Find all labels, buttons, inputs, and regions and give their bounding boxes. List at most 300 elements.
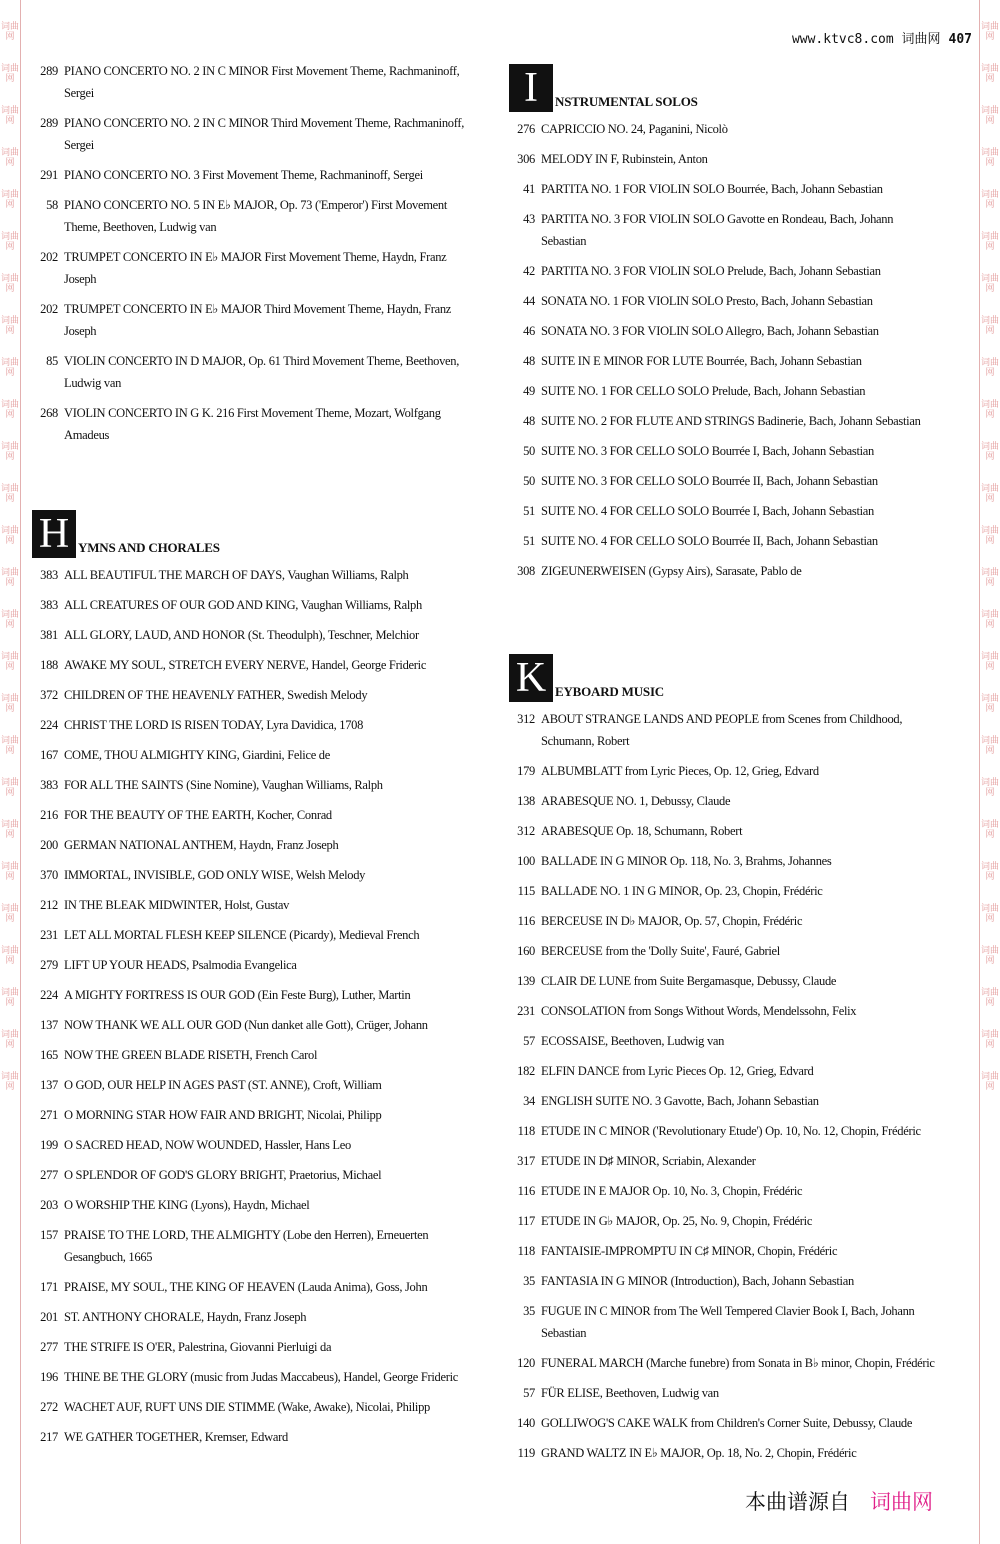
watermark-glyph: 词曲网 bbox=[980, 106, 999, 126]
entry-title: ECOSSAISE, Beethoven, Ludwig van bbox=[541, 1034, 725, 1048]
entry-title: PARTITA NO. 3 FOR VIOLIN SOLO Gavotte en Rondeau, Bach, Johann Sebastian bbox=[541, 212, 894, 248]
index-entry bbox=[505, 1300, 935, 1344]
entry-title: O WORSHIP THE KING (Lyons), Haydn, Michael bbox=[64, 1198, 310, 1212]
page-ref: 35 bbox=[523, 1304, 535, 1318]
page-ref: 279 bbox=[40, 958, 58, 972]
page-ref: 100 bbox=[517, 854, 535, 868]
index-entry bbox=[505, 350, 935, 372]
entry-title: O MORNING STAR HOW FAIR AND BRIGHT, Nicolai, Philipp bbox=[64, 1108, 382, 1122]
watermark-glyph: 词曲网 bbox=[0, 736, 19, 756]
entry-title: SONATA NO. 1 FOR VIOLIN SOLO Presto, Bach, Johann Sebastian bbox=[541, 294, 873, 308]
left-column bbox=[28, 60, 473, 1456]
page-ref: 48 bbox=[523, 414, 535, 428]
page-ref: 46 bbox=[523, 324, 535, 338]
page-ref: 383 bbox=[40, 598, 58, 612]
entry-title: FUGUE IN C MINOR from The Well Tempered Clavier Book I, Bach, Johann Sebastian bbox=[541, 1304, 915, 1340]
entry-title: FANTAISIE-IMPROMPTU IN C♯ MINOR, Chopin, Frédéric bbox=[541, 1244, 838, 1258]
index-entry bbox=[28, 624, 473, 646]
site-url: www.ktvc8.com 词曲网 bbox=[791, 32, 941, 47]
watermark-glyph: 词曲网 bbox=[980, 64, 999, 84]
entry-title: CHILDREN OF THE HEAVENLY FATHER, Swedish Melody bbox=[64, 688, 368, 702]
index-entry bbox=[28, 714, 473, 736]
entry-title: SUITE NO. 2 FOR FLUTE AND STRINGS Badinerie, Bach, Johann Sebastian bbox=[541, 414, 921, 428]
entry-title: SUITE NO. 4 FOR CELLO SOLO Bourrée II, Bach, Johann Sebastian bbox=[541, 534, 878, 548]
footer-source: 本曲谱源自 bbox=[745, 1490, 850, 1514]
entry-title: THE STRIFE IS O'ER, Palestrina, Giovanni Pierluigi da bbox=[64, 1340, 332, 1354]
entry-title: ETUDE IN D♯ MINOR, Scriabin, Alexander bbox=[541, 1154, 756, 1168]
entry-title: SONATA NO. 3 FOR VIOLIN SOLO Allegro, Bach, Johann Sebastian bbox=[541, 324, 879, 338]
watermark-glyph: 词曲网 bbox=[0, 694, 19, 714]
entry-title: NOW THE GREEN BLADE RISETH, French Carol bbox=[64, 1048, 318, 1062]
watermark-glyph: 词曲网 bbox=[0, 568, 19, 588]
page-ref: 138 bbox=[517, 794, 535, 808]
watermark-glyph: 词曲网 bbox=[980, 652, 999, 672]
watermark-glyph: 词曲网 bbox=[980, 904, 999, 924]
watermark-glyph: 词曲网 bbox=[0, 22, 19, 42]
index-entry bbox=[505, 1382, 935, 1404]
entry-title: CONSOLATION from Songs Without Words, Mendelssohn, Felix bbox=[541, 1004, 857, 1018]
index-entry bbox=[28, 924, 473, 946]
page-ref: 51 bbox=[523, 534, 535, 548]
index-entry bbox=[505, 1412, 935, 1434]
page-ref: 140 bbox=[517, 1416, 535, 1430]
index-entry bbox=[28, 954, 473, 976]
entry-title: PARTITA NO. 1 FOR VIOLIN SOLO Bourrée, Bach, Johann Sebastian bbox=[541, 182, 883, 196]
entry-title: ALL GLORY, LAUD, AND HONOR (St. Theodulph), Teschner, Melchior bbox=[64, 628, 419, 642]
watermark-glyph: 词曲网 bbox=[0, 946, 19, 966]
index-entry bbox=[505, 1120, 935, 1142]
index-entry bbox=[505, 708, 935, 752]
index-entry bbox=[505, 940, 935, 962]
entry-title: ELFIN DANCE from Lyric Pieces Op. 12, Grieg, Edvard bbox=[541, 1064, 814, 1078]
watermark-glyph: 词曲网 bbox=[980, 736, 999, 756]
index-entry bbox=[28, 1336, 473, 1358]
right-column bbox=[505, 64, 935, 1472]
entry-title: WACHET AUF, RUFT UNS DIE STIMME (Wake, Awake), Nicolai, Philipp bbox=[64, 1400, 431, 1414]
page-ref: 231 bbox=[517, 1004, 535, 1018]
watermark-glyph: 词曲网 bbox=[980, 442, 999, 462]
watermark-glyph: 词曲网 bbox=[0, 1072, 19, 1092]
entry-title: SUITE NO. 4 FOR CELLO SOLO Bourrée I, Bach, Johann Sebastian bbox=[541, 504, 874, 518]
left-margin-watermark bbox=[0, 0, 21, 1544]
entry-title: PIANO CONCERTO NO. 5 IN E♭ MAJOR, Op. 73 ('Emperor') First Movement Theme, Beethoven, Ludwig van bbox=[64, 198, 448, 234]
watermark-glyph: 词曲网 bbox=[0, 526, 19, 546]
index-entry bbox=[505, 470, 935, 492]
index-entry bbox=[28, 1164, 473, 1186]
entry-title: IN THE BLEAK MIDWINTER, Holst, Gustav bbox=[64, 898, 290, 912]
entry-title: BALLADE NO. 1 IN G MINOR, Op. 23, Chopin, Frédéric bbox=[541, 884, 823, 898]
index-entry bbox=[505, 850, 935, 872]
page-ref: 289 bbox=[40, 116, 58, 130]
page-ref: 224 bbox=[40, 988, 58, 1002]
watermark-glyph: 词曲网 bbox=[0, 778, 19, 798]
page-ref: 271 bbox=[40, 1108, 58, 1122]
page-ref: 383 bbox=[40, 778, 58, 792]
index-entry bbox=[505, 820, 935, 842]
section-title: YMNS AND CHORALES bbox=[78, 540, 220, 555]
index-entry bbox=[505, 148, 935, 170]
entry-title: ALBUMBLATT from Lyric Pieces, Op. 12, Grieg, Edvard bbox=[541, 764, 819, 778]
index-entry bbox=[28, 894, 473, 916]
entry-title: FÜR ELISE, Beethoven, Ludwig van bbox=[541, 1386, 719, 1400]
entry-title: O GOD, OUR HELP IN AGES PAST (ST. ANNE), Croft, William bbox=[64, 1078, 382, 1092]
entry-title: NOW THANK WE ALL OUR GOD (Nun danket alle Gott), Crüger, Johann bbox=[64, 1018, 428, 1032]
page-ref: 217 bbox=[40, 1430, 58, 1444]
entry-title: TRUMPET CONCERTO IN E♭ MAJOR First Movement Theme, Haydn, Franz Joseph bbox=[64, 250, 447, 286]
page-ref: 50 bbox=[523, 444, 535, 458]
page-ref: 383 bbox=[40, 568, 58, 582]
watermark-glyph: 词曲网 bbox=[980, 526, 999, 546]
index-entry bbox=[505, 560, 935, 582]
entry-title: COME, THOU ALMIGHTY KING, Giardini, Felice de bbox=[64, 748, 330, 762]
entry-title: BALLADE IN G MINOR Op. 118, No. 3, Brahms, Johannes bbox=[541, 854, 832, 868]
index-entry bbox=[505, 178, 935, 200]
page-ref: 58 bbox=[46, 198, 58, 212]
page-ref: 43 bbox=[523, 212, 535, 226]
entry-title: TRUMPET CONCERTO IN E♭ MAJOR Third Movement Theme, Haydn, Franz Joseph bbox=[64, 302, 452, 338]
watermark-glyph: 词曲网 bbox=[980, 820, 999, 840]
index-entry bbox=[505, 260, 935, 282]
page-ref: 276 bbox=[517, 122, 535, 136]
page-ref: 277 bbox=[40, 1340, 58, 1354]
page-ref: 200 bbox=[40, 838, 58, 852]
watermark-glyph: 词曲网 bbox=[0, 358, 19, 378]
section-header-instrumental bbox=[509, 64, 935, 112]
page-ref: 57 bbox=[523, 1386, 535, 1400]
watermark-glyph: 词曲网 bbox=[980, 358, 999, 378]
index-entry bbox=[28, 164, 473, 186]
index-entry bbox=[28, 864, 473, 886]
entry-title: SUITE NO. 1 FOR CELLO SOLO Prelude, Bach, Johann Sebastian bbox=[541, 384, 866, 398]
entry-title: ST. ANTHONY CHORALE, Haydn, Franz Joseph bbox=[64, 1310, 307, 1324]
entry-title: IMMORTAL, INVISIBLE, GOD ONLY WISE, Welsh Melody bbox=[64, 868, 366, 882]
page-ref: 203 bbox=[40, 1198, 58, 1212]
entry-title: LET ALL MORTAL FLESH KEEP SILENCE (Picardy), Medieval French bbox=[64, 928, 420, 942]
watermark-glyph: 词曲网 bbox=[980, 862, 999, 882]
entry-title: PIANO CONCERTO NO. 2 IN C MINOR First Movement Theme, Rachmaninoff, Sergei bbox=[64, 64, 460, 100]
index-entry bbox=[505, 1240, 935, 1262]
page-ref: 157 bbox=[40, 1228, 58, 1242]
index-entry bbox=[28, 1044, 473, 1066]
watermark-glyph: 词曲网 bbox=[980, 400, 999, 420]
index-entry bbox=[28, 834, 473, 856]
index-entry bbox=[28, 1104, 473, 1126]
watermark-glyph: 词曲网 bbox=[0, 652, 19, 672]
keyboard-list bbox=[505, 708, 935, 1464]
entry-title: CLAIR DE LUNE from Suite Bergamasque, Debussy, Claude bbox=[541, 974, 837, 988]
watermark-glyph: 词曲网 bbox=[980, 190, 999, 210]
entry-title: PARTITA NO. 3 FOR VIOLIN SOLO Prelude, Bach, Johann Sebastian bbox=[541, 264, 881, 278]
page-ref: 272 bbox=[40, 1400, 58, 1414]
index-entry bbox=[505, 880, 935, 902]
index-entry bbox=[28, 804, 473, 826]
page-ref: 188 bbox=[40, 658, 58, 672]
watermark-glyph: 词曲网 bbox=[980, 1072, 999, 1092]
index-entry bbox=[505, 1210, 935, 1232]
page-ref: 381 bbox=[40, 628, 58, 642]
index-entry bbox=[28, 564, 473, 586]
page-ref: 179 bbox=[517, 764, 535, 778]
index-entry bbox=[505, 440, 935, 462]
page-ref: 116 bbox=[517, 914, 535, 928]
watermark-glyph: 词曲网 bbox=[980, 484, 999, 504]
drop-cap-h: H bbox=[32, 510, 76, 558]
index-entry bbox=[505, 1000, 935, 1022]
watermark-glyph: 词曲网 bbox=[0, 820, 19, 840]
index-entry bbox=[28, 744, 473, 766]
footer-credit bbox=[745, 1486, 933, 1516]
index-entry bbox=[28, 654, 473, 676]
index-entry bbox=[28, 60, 473, 104]
index-entry bbox=[28, 1194, 473, 1216]
entry-title: VIOLIN CONCERTO IN D MAJOR, Op. 61 Third Movement Theme, Beethoven, Ludwig van bbox=[64, 354, 460, 390]
section-header-keyboard bbox=[509, 654, 935, 702]
index-entry bbox=[28, 350, 473, 394]
entry-title: GERMAN NATIONAL ANTHEM, Haydn, Franz Joseph bbox=[64, 838, 339, 852]
entry-title: ZIGEUNERWEISEN (Gypsy Airs), Sarasate, Pablo de bbox=[541, 564, 802, 578]
instrumental-list bbox=[505, 118, 935, 582]
page-ref: 57 bbox=[523, 1034, 535, 1048]
entry-title: BERCEUSE from the 'Dolly Suite', Fauré, Gabriel bbox=[541, 944, 780, 958]
watermark-glyph: 词曲网 bbox=[980, 316, 999, 336]
entry-title: FOR ALL THE SAINTS (Sine Nomine), Vaughan Williams, Ralph bbox=[64, 778, 383, 792]
page-ref: 306 bbox=[517, 152, 535, 166]
page-ref: 42 bbox=[523, 264, 535, 278]
page-ref: 35 bbox=[523, 1274, 535, 1288]
watermark-glyph: 词曲网 bbox=[0, 148, 19, 168]
entry-title: O SPLENDOR OF GOD'S GLORY BRIGHT, Praetorius, Michael bbox=[64, 1168, 382, 1182]
watermark-glyph: 词曲网 bbox=[980, 22, 999, 42]
footer-site: 词曲网 bbox=[870, 1490, 933, 1514]
index-entry bbox=[505, 760, 935, 782]
index-entry bbox=[505, 208, 935, 252]
entry-title: THINE BE THE GLORY (music from Judas Maccabeus), Handel, George Frideric bbox=[64, 1370, 459, 1384]
watermark-glyph: 词曲网 bbox=[0, 862, 19, 882]
concerto-list bbox=[28, 60, 473, 446]
entry-title: AWAKE MY SOUL, STRETCH EVERY NERVE, Handel, George Frideric bbox=[64, 658, 427, 672]
watermark-glyph: 词曲网 bbox=[980, 274, 999, 294]
page-ref: 171 bbox=[40, 1280, 58, 1294]
watermark-glyph: 词曲网 bbox=[0, 400, 19, 420]
watermark-glyph: 词曲网 bbox=[980, 232, 999, 252]
watermark-glyph: 词曲网 bbox=[0, 484, 19, 504]
index-entry bbox=[28, 112, 473, 156]
index-entry bbox=[28, 1366, 473, 1388]
entry-title: CHRIST THE LORD IS RISEN TODAY, Lyra Davidica, 1708 bbox=[64, 718, 364, 732]
entry-title: PIANO CONCERTO NO. 3 First Movement Theme, Rachmaninoff, Sergei bbox=[64, 168, 423, 182]
entry-title: CAPRICCIO NO. 24, Paganini, Nicolò bbox=[541, 122, 728, 136]
entry-title: ETUDE IN G♭ MAJOR, Op. 25, No. 9, Chopin, Frédéric bbox=[541, 1214, 813, 1228]
index-entry bbox=[505, 1352, 935, 1374]
page-ref: 50 bbox=[523, 474, 535, 488]
watermark-glyph: 词曲网 bbox=[0, 1030, 19, 1050]
index-entry bbox=[505, 1180, 935, 1202]
index-entry bbox=[28, 684, 473, 706]
index-entry bbox=[505, 1030, 935, 1052]
index-entry bbox=[505, 1090, 935, 1112]
page-ref: 137 bbox=[40, 1018, 58, 1032]
page-ref: 85 bbox=[46, 354, 58, 368]
page-ref: 118 bbox=[517, 1124, 535, 1138]
entry-title: A MIGHTY FORTRESS IS OUR GOD (Ein Feste Burg), Luther, Martin bbox=[64, 988, 411, 1002]
entry-title: FOR THE BEAUTY OF THE EARTH, Kocher, Conrad bbox=[64, 808, 332, 822]
watermark-glyph: 词曲网 bbox=[980, 694, 999, 714]
entry-title: PRAISE, MY SOUL, THE KING OF HEAVEN (Lauda Anima), Goss, John bbox=[64, 1280, 428, 1294]
entry-title: ARABESQUE NO. 1, Debussy, Claude bbox=[541, 794, 731, 808]
index-entry bbox=[505, 790, 935, 812]
page-ref: 199 bbox=[40, 1138, 58, 1152]
index-entry bbox=[28, 984, 473, 1006]
page-ref: 139 bbox=[517, 974, 535, 988]
drop-cap-k: K bbox=[509, 654, 553, 702]
hymn-list bbox=[28, 564, 473, 1448]
entry-title: MELODY IN F, Rubinstein, Anton bbox=[541, 152, 708, 166]
entry-title: ABOUT STRANGE LANDS AND PEOPLE from Scenes from Childhood, Schumann, Robert bbox=[541, 712, 903, 748]
entry-title: ETUDE IN C MINOR ('Revolutionary Etude') Op. 10, No. 12, Chopin, Frédéric bbox=[541, 1124, 921, 1138]
index-entry bbox=[505, 320, 935, 342]
index-entry bbox=[505, 410, 935, 432]
watermark-glyph: 词曲网 bbox=[0, 610, 19, 630]
page-ref: 49 bbox=[523, 384, 535, 398]
section-title: NSTRUMENTAL SOLOS bbox=[555, 94, 698, 109]
index-entry bbox=[28, 1306, 473, 1328]
entry-title: FANTASIA IN G MINOR (Introduction), Bach, Johann Sebastian bbox=[541, 1274, 854, 1288]
index-entry bbox=[505, 380, 935, 402]
watermark-glyph: 词曲网 bbox=[0, 988, 19, 1008]
watermark-glyph: 词曲网 bbox=[0, 190, 19, 210]
index-entry bbox=[505, 500, 935, 522]
index-entry bbox=[505, 1270, 935, 1292]
index-entry bbox=[28, 1224, 473, 1268]
index-entry bbox=[505, 1442, 935, 1464]
page-ref: 196 bbox=[40, 1370, 58, 1384]
entry-title: WE GATHER TOGETHER, Kremser, Edward bbox=[64, 1430, 288, 1444]
index-entry bbox=[28, 194, 473, 238]
drop-cap-i: I bbox=[509, 64, 553, 112]
index-entry bbox=[505, 118, 935, 140]
page-ref: 117 bbox=[517, 1214, 535, 1228]
entry-title: PRAISE TO THE LORD, THE ALMIGHTY (Lobe den Herren), Erneuerten Gesangbuch, 1665 bbox=[64, 1228, 429, 1264]
page-ref: 44 bbox=[523, 294, 535, 308]
page-ref: 41 bbox=[523, 182, 535, 196]
watermark-glyph: 词曲网 bbox=[980, 148, 999, 168]
watermark-glyph: 词曲网 bbox=[0, 64, 19, 84]
entry-title: BERCEUSE IN D♭ MAJOR, Op. 57, Chopin, Frédéric bbox=[541, 914, 803, 928]
page-ref: 231 bbox=[40, 928, 58, 942]
watermark-glyph: 词曲网 bbox=[0, 232, 19, 252]
entry-title: SUITE NO. 3 FOR CELLO SOLO Bourrée II, Bach, Johann Sebastian bbox=[541, 474, 878, 488]
entry-title: ETUDE IN E MAJOR Op. 10, No. 3, Chopin, Frédéric bbox=[541, 1184, 803, 1198]
page-number: 407 bbox=[948, 32, 972, 47]
index-entry bbox=[28, 1276, 473, 1298]
page-ref: 291 bbox=[40, 168, 58, 182]
page-ref: 289 bbox=[40, 64, 58, 78]
page-ref: 167 bbox=[40, 748, 58, 762]
page-ref: 120 bbox=[517, 1356, 535, 1370]
page-ref: 308 bbox=[517, 564, 535, 578]
entry-title: ALL BEAUTIFUL THE MARCH OF DAYS, Vaughan Williams, Ralph bbox=[64, 568, 409, 582]
watermark-glyph: 词曲网 bbox=[980, 988, 999, 1008]
index-entry bbox=[28, 298, 473, 342]
index-entry bbox=[505, 1060, 935, 1082]
page-ref: 116 bbox=[517, 1184, 535, 1198]
index-entry bbox=[28, 402, 473, 446]
entry-title: ALL CREATURES OF OUR GOD AND KING, Vaughan Williams, Ralph bbox=[64, 598, 422, 612]
entry-title: O SACRED HEAD, NOW WOUNDED, Hassler, Hans Leo bbox=[64, 1138, 351, 1152]
page-ref: 119 bbox=[517, 1446, 535, 1460]
page-ref: 51 bbox=[523, 504, 535, 518]
page-ref: 312 bbox=[517, 712, 535, 726]
index-entry bbox=[505, 970, 935, 992]
page-ref: 202 bbox=[40, 250, 58, 264]
watermark-glyph: 词曲网 bbox=[980, 610, 999, 630]
index-entry bbox=[28, 1426, 473, 1448]
index-entry bbox=[28, 1014, 473, 1036]
index-entry bbox=[28, 246, 473, 290]
watermark-glyph: 词曲网 bbox=[980, 778, 999, 798]
entry-title: ENGLISH SUITE NO. 3 Gavotte, Bach, Johann Sebastian bbox=[541, 1094, 819, 1108]
page-ref: 182 bbox=[517, 1064, 535, 1078]
page-ref: 268 bbox=[40, 406, 58, 420]
page-ref: 115 bbox=[517, 884, 535, 898]
page-ref: 317 bbox=[517, 1154, 535, 1168]
index-entry bbox=[505, 1150, 935, 1172]
index-entry bbox=[28, 774, 473, 796]
entry-title: LIFT UP YOUR HEADS, Psalmodia Evangelica bbox=[64, 958, 297, 972]
index-entry bbox=[28, 1396, 473, 1418]
section-header-hymns bbox=[32, 510, 473, 558]
entry-title: SUITE IN E MINOR FOR LUTE Bourrée, Bach, Johann Sebastian bbox=[541, 354, 862, 368]
index-entry bbox=[505, 530, 935, 552]
page-ref: 137 bbox=[40, 1078, 58, 1092]
index-entry bbox=[28, 1074, 473, 1096]
page-ref: 118 bbox=[517, 1244, 535, 1258]
entry-title: GOLLIWOG'S CAKE WALK from Children's Corner Suite, Debussy, Claude bbox=[541, 1416, 913, 1430]
watermark-glyph: 词曲网 bbox=[980, 1030, 999, 1050]
page-ref: 160 bbox=[517, 944, 535, 958]
page-ref: 34 bbox=[523, 1094, 535, 1108]
site-mark bbox=[792, 28, 972, 47]
section-title: EYBOARD MUSIC bbox=[555, 684, 664, 699]
watermark-glyph: 词曲网 bbox=[0, 316, 19, 336]
page-ref: 370 bbox=[40, 868, 58, 882]
index-entry bbox=[28, 594, 473, 616]
entry-title: GRAND WALTZ IN E♭ MAJOR, Op. 18, No. 2, Chopin, Frédéric bbox=[541, 1446, 857, 1460]
entry-title: ARABESQUE Op. 18, Schumann, Robert bbox=[541, 824, 743, 838]
watermark-glyph: 词曲网 bbox=[980, 946, 999, 966]
entry-title: VIOLIN CONCERTO IN G K. 216 First Movement Theme, Mozart, Wolfgang Amadeus bbox=[64, 406, 441, 442]
watermark-glyph: 词曲网 bbox=[0, 106, 19, 126]
entry-title: SUITE NO. 3 FOR CELLO SOLO Bourrée I, Bach, Johann Sebastian bbox=[541, 444, 874, 458]
watermark-glyph: 词曲网 bbox=[0, 442, 19, 462]
page-ref: 212 bbox=[40, 898, 58, 912]
page-ref: 277 bbox=[40, 1168, 58, 1182]
entry-title: FUNERAL MARCH (Marche funebre) from Sonata in B♭ minor, Chopin, Frédéric bbox=[541, 1356, 935, 1370]
page-ref: 201 bbox=[40, 1310, 58, 1324]
watermark-glyph: 词曲网 bbox=[0, 904, 19, 924]
watermark-glyph: 词曲网 bbox=[980, 568, 999, 588]
page-ref: 202 bbox=[40, 302, 58, 316]
page-ref: 48 bbox=[523, 354, 535, 368]
index-entry bbox=[505, 910, 935, 932]
page-ref: 165 bbox=[40, 1048, 58, 1062]
right-margin-watermark bbox=[979, 0, 1000, 1544]
index-entry bbox=[505, 290, 935, 312]
page-ref: 372 bbox=[40, 688, 58, 702]
page-ref: 216 bbox=[40, 808, 58, 822]
index-entry bbox=[28, 1134, 473, 1156]
page-ref: 312 bbox=[517, 824, 535, 838]
